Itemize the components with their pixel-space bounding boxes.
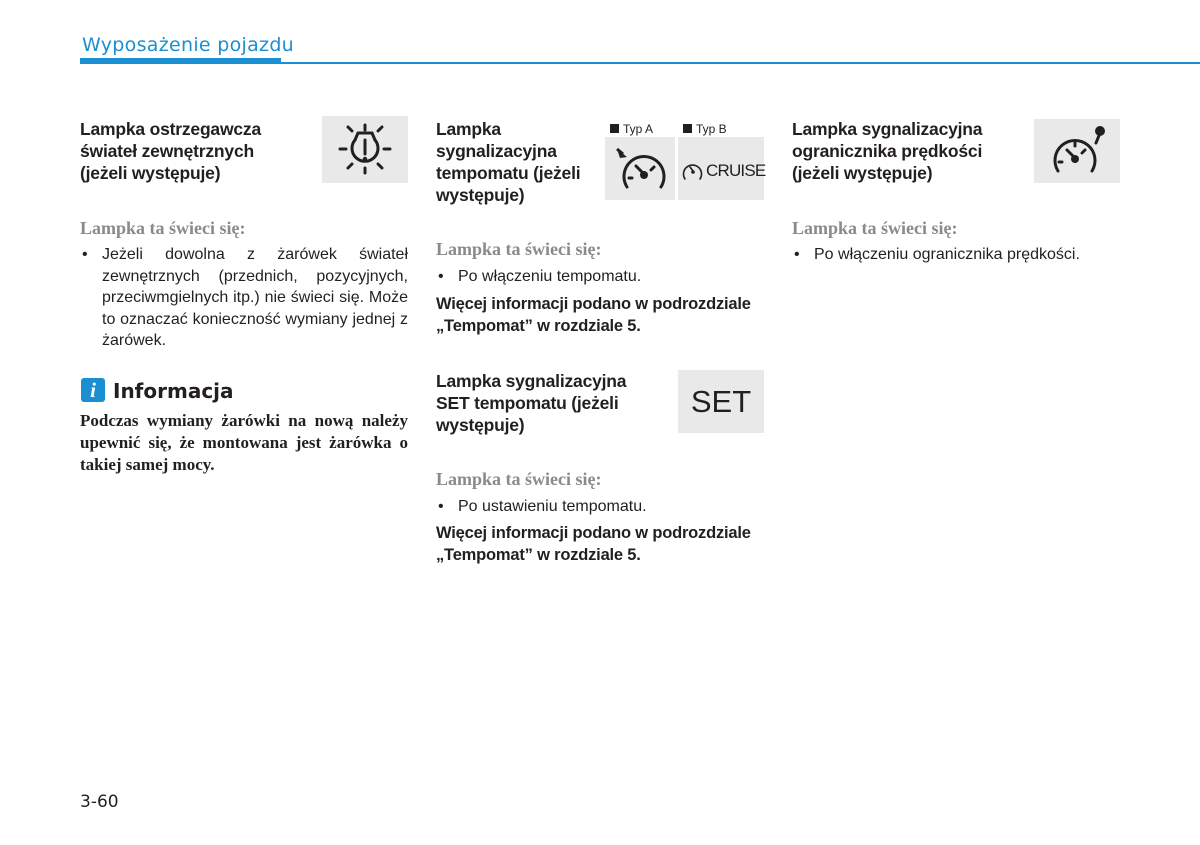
speed-limiter-icon (1034, 119, 1120, 183)
info-text: Podczas wymiany żarówki na nową należy upewnić się, że montowana jest żarówka o takiej samej mocy. (80, 411, 408, 474)
lamp-lights-subheading: Lampka ta świeci się: (436, 469, 602, 489)
section-title: Wyposażenie pojazdu (82, 34, 295, 56)
cruise-type-b-icon (678, 137, 764, 200)
reference-note: Więcej informacji podano w podrozdziale „Tempomat” w rozdziale 5. (436, 295, 751, 335)
type-b-label: Typ B (683, 122, 727, 136)
info-icon: i (81, 378, 105, 402)
bullet-item: • Po włączeniu ogranicznika prędkości. (792, 244, 1120, 266)
bullet-item: • Jeżeli dowolna z żarówek świateł zewnętrznych (przednich, pozycyjnych, przeciwmgielnych itp.) nie świeci się. Może to oznaczać konieczność wymiany jednej z żarówek. (80, 244, 408, 352)
set-text: SET (690, 384, 752, 419)
lamp-lights-subheading: Lampka ta świeci się: (80, 218, 246, 238)
speed-limiter-heading: Lampka sygnalizacyjna ogranicznika prędkości (jeżeli występuje) (792, 119, 983, 183)
set-indicator-icon (678, 370, 764, 433)
reference-note: Więcej informacji podano w podrozdziale „Tempomat” w rozdziale 5. (436, 524, 751, 564)
header-rule (80, 62, 1200, 64)
exterior-bulb-warning-icon (322, 116, 408, 183)
exterior-light-heading: Lampka ostrzegawcza świateł zewnętrznych (jeżeli występuje) (80, 119, 261, 183)
set-heading: Lampka sygnalizacyjna SET tempomatu (jeżeli występuje) (436, 371, 627, 435)
lamp-lights-subheading: Lampka ta świeci się: (792, 218, 958, 238)
bullet-item: • Po ustawieniu tempomatu. (436, 496, 764, 518)
bullet-item: • Po włączeniu tempomatu. (436, 266, 764, 288)
page-number: 3-60 (80, 792, 119, 812)
info-title: Informacja (113, 379, 234, 403)
lamp-lights-subheading: Lampka ta świeci się: (436, 239, 602, 259)
cruise-type-a-icon (605, 137, 675, 200)
type-a-label: Typ A (610, 122, 653, 136)
cruise-heading: Lampka sygnalizacyjna tempomatu (jeżeli występuje) (436, 119, 581, 205)
cruise-text: CRUISE (706, 161, 766, 180)
